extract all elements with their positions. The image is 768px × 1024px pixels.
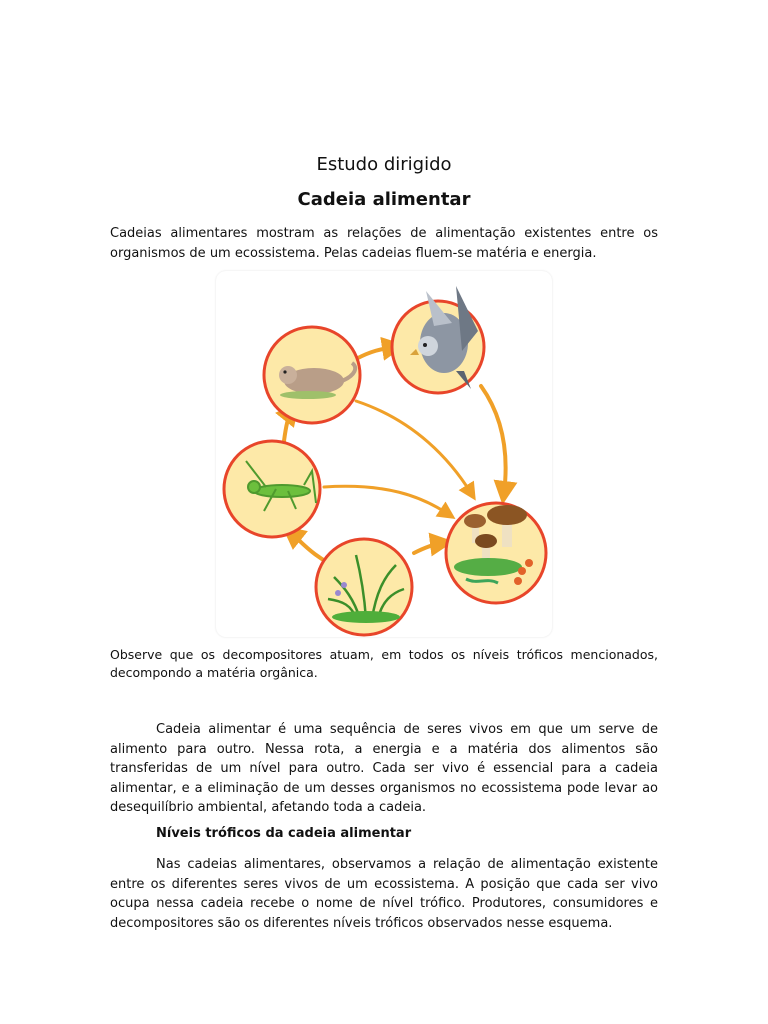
grasshopper-circle <box>224 441 320 537</box>
paragraph-2: Nas cadeias alimentares, observamos a relação de alimentação existente entre os diferentes seres vivos de um ecossistema. A posição que cada ser vivo ocupa nessa cadeia recebe o nome de nível trófico. Produtores, consumidores e decompositores são os diferentes níveis tróficos observados nesse esquema. <box>110 857 658 931</box>
paragraph-1: Cadeia alimentar é uma sequência de seres vivos em que um serve de alimento para outro. Nessa rota, a energia e a matéria dos alimentos são transferidas de um nível para outro. Cada ser vivo é essencial para a cadeia alimentar, e a eliminação de um desses organismos no ecossistema pode levar ao desequilíbrio ambiental, afetando toda a cadeia. <box>110 722 658 815</box>
document-subtitle: Estudo dirigido <box>316 154 452 175</box>
rodent-circle <box>264 327 360 423</box>
arrow-owl-to-decomposers <box>481 386 506 493</box>
section-heading: Níveis tróficos da cadeia alimentar <box>156 826 412 841</box>
plant-circle <box>316 539 412 635</box>
decomposers-circle <box>446 503 546 603</box>
food-chain-figure <box>216 271 552 637</box>
arrow-plant-to-decomposers <box>414 543 442 553</box>
figure-caption: Observe que os decompositores atuam, em todos os níveis tróficos mencionados, decompondo a matéria orgânica. <box>110 647 658 680</box>
arrow-rodent-to-decomposers <box>356 401 471 493</box>
document-title: Cadeia alimentar <box>297 189 471 210</box>
arrow-grasshopper-to-decomposers <box>324 486 448 514</box>
arrow-rodent-to-owl <box>356 347 394 359</box>
intro-paragraph: Cadeias alimentares mostram as relações de alimentação existentes entre os organismos de um ecossistema. Pelas cadeias fluem-se matéria e energia. <box>110 226 658 261</box>
owl-circle <box>392 286 484 393</box>
